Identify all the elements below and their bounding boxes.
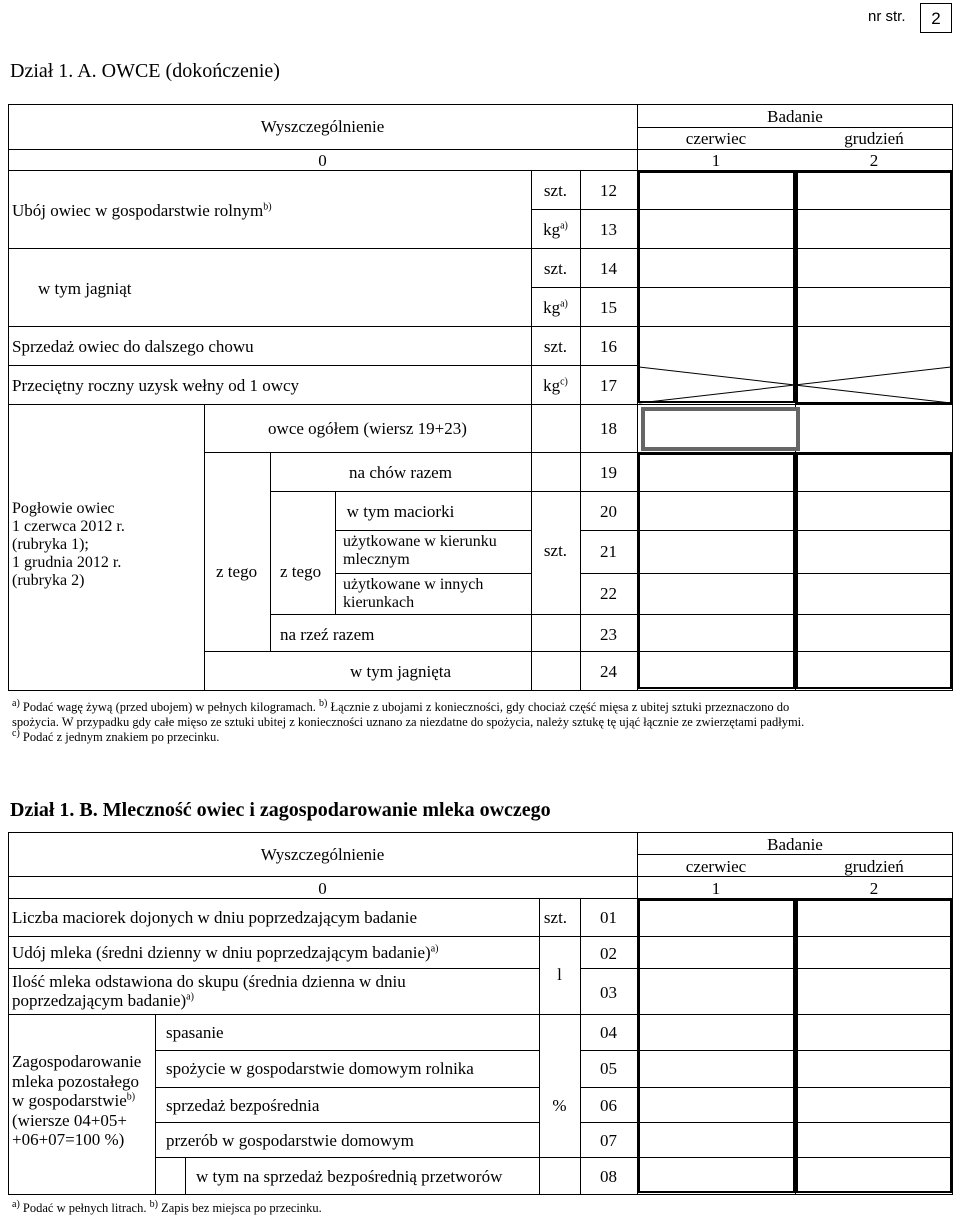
b-col-header-description: Wyszczególnienie [260,845,385,864]
unit-szt-pogłowie: szt. [543,541,568,560]
page-number-label: nr str. [868,8,906,25]
row-code-24: 24 [600,662,617,681]
row-na-chow-label: na chów razem [349,463,452,482]
b-row-spasanie-label: spasanie [166,1023,224,1042]
b-row-przetwory-label: w tym na sprzedaż bezpośrednią przetworów [196,1167,503,1186]
col-header-czerwiec: czerwiec [685,129,747,148]
b-row-ilosc-label: Ilość mleka odstawiona do skupu (średnia dzienna w dniu poprzedzającym badanie)$^{a)}$ [12,972,406,1010]
unit-szt-12: szt. [543,181,568,200]
unit-szt-14: szt. [543,259,568,278]
row-code-20: 20 [600,502,617,521]
row-code-22: 22 [600,584,617,603]
b-row-code-08: 08 [600,1167,617,1186]
unit-kg-13: $kg^{a)}$ [543,220,568,239]
unit-szt-16: szt. [543,337,568,356]
b-row-spozycie-label: spożycie w gospodarstwie domowym rolnika [166,1059,474,1078]
col-number-2: 2 [869,151,879,170]
b-input-cells-grudzien[interactable] [796,899,952,1193]
b-row-sprzedaz-label: sprzedaż bezpośrednia [166,1096,320,1115]
row-z-tego-outer: z tego [216,562,258,581]
row-code-14: 14 [600,259,617,278]
b-row-code-05: 05 [600,1059,617,1078]
section-b-title: Dział 1. B. Mleczność owiec i zagospodarowanie mleka owczego [10,799,551,821]
row-welna-label: Przeciętny roczny uzysk wełny od 1 owcy [12,376,300,395]
b-col-header-badanie: Badanie [767,835,823,854]
col-header-grudzien: grudzień [844,129,904,148]
b-row-code-04: 04 [600,1023,617,1042]
row-jagnieta-label: w tym jagnięta [349,662,452,681]
b-unit-szt: szt. [543,908,568,927]
row-uboj-label: Ubój owiec w gospodarstwie rolnym$^{b)}$ [12,201,272,220]
row-code-16: 16 [600,337,617,356]
row-inne-label: użytkowane w innych kierunkach [343,576,484,611]
row-code-17: 17 [600,376,617,395]
b-col-header-grudzien: grudzień [844,857,904,876]
row-code-13: 13 [600,220,617,239]
row-code-21: 21 [600,542,617,561]
b-col-number-1: 1 [711,879,721,898]
b-row-zagospodarowanie-label: Zagospodarowanie mleka pozostałego w gospodarstwie$^{b)}$ (wiersze 04+05+ +06+07=100 %) [12,1052,142,1149]
row-code-23: 23 [600,625,617,644]
row-code-12: 12 [600,181,617,200]
col-header-badanie: Badanie [767,107,823,126]
row-mleczny-label: użytkowane w kierunku mlecznym [343,533,497,568]
b-unit-litr: l [557,965,562,984]
b-row-przerob-label: przerób w gospodarstwie domowym [166,1131,414,1150]
row-jagniat-label: w tym jagniąt [38,279,132,298]
row-code-18: 18 [600,419,617,438]
unit-kg-15: $kg^{a)}$ [543,298,568,317]
row-z-tego-inner: z tego [280,562,322,581]
row-poglowie-label: Pogłowie owiec 1 czerwca 2012 r. (rubryka 1); 1 grudnia 2012 r. (rubryka 2) [12,500,125,589]
section-b-footnotes: $^{a)}$ Podać w pełnych litrach. $^{b)}$ Zapis bez miejsca po przecinku. [12,1198,322,1215]
col-header-description: Wyszczególnienie [260,117,385,136]
unit-kg-17: $kg^{c)}$ [543,376,568,395]
col-number-1: 1 [711,151,721,170]
row-sprzedaz-label: Sprzedaż owiec do dalszego chowu [12,337,254,356]
b-col-number-2: 2 [869,879,879,898]
b-col-header-czerwiec: czerwiec [685,857,747,876]
b-row-code-01: 01 [600,908,617,927]
b-row-code-07: 07 [600,1131,617,1150]
b-row-udoj-label: Udój mleka (średni dzienny w dniu poprzedzającym badanie)$^{a)}$ [12,943,439,962]
section-a-title: Dział 1. A. OWCE (dokończenie) [10,60,280,82]
b-input-cells-czerwiec[interactable] [638,899,795,1193]
b-col-number-0: 0 [318,879,327,898]
section-a-footnotes: $^{a)}$ Podać wagę żywą (przed ubojem) w pełnych kilogramach. $^{b)}$ Łącznie z ubojami z konieczności, gdy chociaż część mięsa z ubitej sztuki przeznaczono do spożycia. W przypadku gdy całe mięso ze sztuki ubitej z konieczności uznano za niezdatne do spożycia, należy sztukę tę ująć łącznie ze zwierzętami padłymi. $^{c)}$ Podać z jednym znakiem po przecinku. [12,697,805,744]
row-na-rzez-label: na rzeź razem [280,625,375,644]
row-maciorki-label: w tym maciorki [346,502,455,521]
row-code-19: 19 [600,463,617,482]
b-row-maciorek-label: Liczba maciorek dojonych w dniu poprzedzającym badanie [12,908,417,927]
b-row-code-06: 06 [600,1096,617,1115]
row-code-15: 15 [600,298,617,317]
b-unit-percent: % [552,1096,567,1115]
b-row-code-03: 03 [600,983,617,1002]
col-number-0: 0 [318,151,327,170]
b-row-code-02: 02 [600,944,617,963]
page-number: 2 [931,9,941,28]
row-ogolem-label: owce ogółem (wiersz 19+23) [268,419,467,438]
